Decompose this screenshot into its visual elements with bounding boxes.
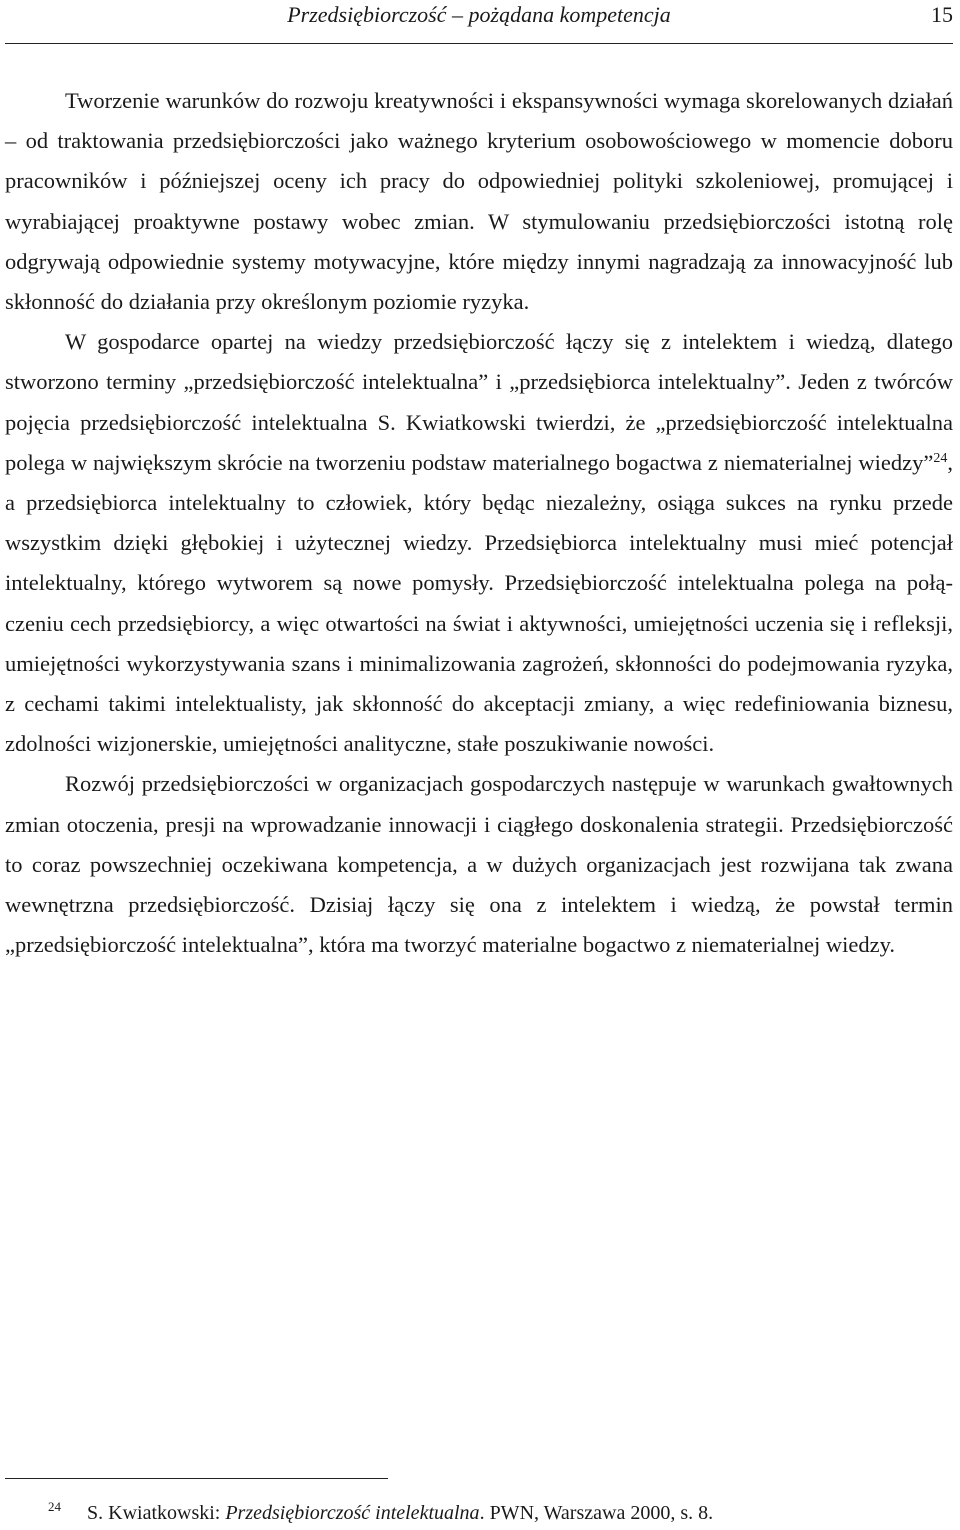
footnote-separator (5, 1478, 388, 1479)
footnote (48, 1500, 713, 1526)
page-header (5, 0, 953, 44)
paragraph-2-text-a: W gospodarce opartej na wiedzy przedsiębiorczość łączy się z intelektem i wiedzą, dlatego stworzono terminy „przedsiębiorczość intelektualna” i „przedsiębiorca intelektualny”. Jeden z twórców pojęcia przedsiębiorczość intelektualna S. Kwiatkowski twierdzi, że „przedsiębiorczość intelektualna polega w największym skrócie na tworzeniu podstaw materialnego bogactwa z niematerialnej wiedzy” (5, 329, 953, 475)
page-number: 15 (931, 2, 953, 27)
paragraph-3: Rozwój przedsiębiorczości w organizacjach gospodarczych następuje w warunkach gwałtownych zmian otoczenia, presji na wprowadzanie innowacji i ciągłego doskonalenia strategii. Przedsiębiorczość to coraz powszechniej oczekiwana kompetencja, a w dużych organizacjach jest rozwijana tak zwana wewnętrzna przedsiębiorczość. Dzisiaj łączy się ona z intelektem i wiedzą, że powstał termin „przedsiębiorczość intelektualna”, która ma tworzyć materialne bogactwo z niematerialnej wiedzy. (5, 771, 953, 958)
footnote-number: 24 (48, 1499, 61, 1514)
footnote-publication: . PWN, Warszawa 2000, s. 8. (479, 1502, 714, 1524)
footnote-title: Przedsiębiorczość intelektualna (225, 1502, 480, 1524)
footnote-author: S. Kwiatkowski: (87, 1502, 226, 1524)
main-text (5, 81, 953, 965)
footnote-reference: 24 (933, 450, 948, 466)
paragraph-2-text-b: , a przedsiębiorca intelektualny to człowiek, który będąc niezależny, osiąga sukces na rynku przede wszystkim dzięki głębokiej i użytecznej wiedzy. Przedsiębiorca intelektualny musi mieć potencjał intelektualny, którego wytworem są nowe pomysły. Przedsiębiorczość intelektualna polega na połączeniu cech przedsiębiorcy, a więc otwartości na świat i aktywności, umiejętności uczenia się i refleksji, umiejętności wykorzystywania szans i minimalizowania zagrożeń, skłonności do podejmowania ryzyka, z cechami takimi intelektualisty, jak skłonność do akceptacji zmiany, a więc redefiniowania biznesu, zdolności wizjonerskie, umiejętności analityczne, stałe poszukiwanie nowości. (5, 449, 953, 757)
paragraph-2 (5, 322, 953, 764)
running-title: Przedsiębiorczość – pożądana kompetencja (287, 2, 671, 27)
paragraph-1: Tworzenie warunków do rozwoju kreatywności i ekspansywności wymaga skorelowanych działań – od traktowania przedsiębiorczości jako ważnego kryterium osobowościowego w momencie doboru pracowników i późniejszej oceny ich pracy do odpowiedniej polityki szkoleniowej, promującej i wyrabiającej proaktywne postawy wobec zmian. W stymulowaniu przedsiębiorczości istotną rolę odgrywają odpowiednie systemy motywacyjne, które między innymi nagradzają za innowacyjność lub skłonność do działania przy określonym poziomie ryzyka. (5, 88, 953, 315)
